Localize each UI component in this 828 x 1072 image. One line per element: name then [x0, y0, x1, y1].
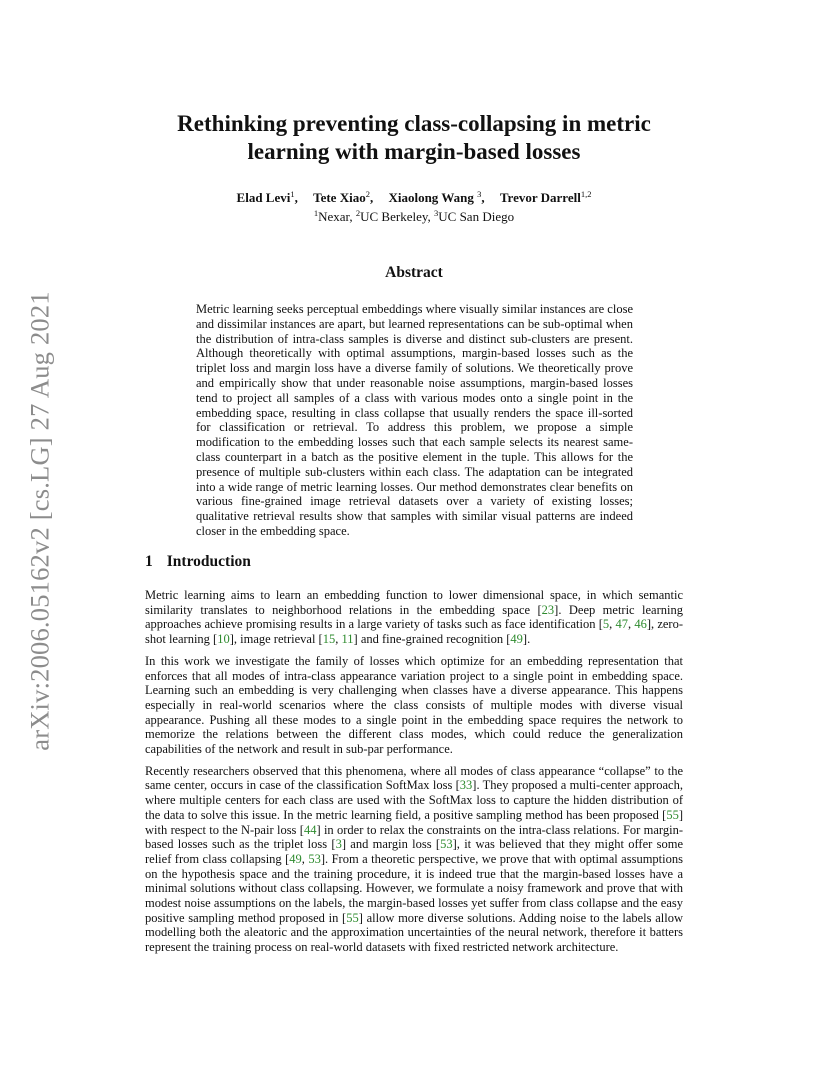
- citation-link[interactable]: 11: [341, 632, 354, 647]
- author-name: Trevor Darrell: [499, 190, 581, 205]
- abstract-body: [196, 302, 633, 539]
- author: [388, 190, 484, 205]
- paper-title: [140, 110, 688, 166]
- citation-link[interactable]: 55: [666, 807, 679, 822]
- text-run: ] and margin loss [: [341, 837, 441, 852]
- text-run: ], it was believed that they might offer some relief from class collapsing [: [145, 837, 683, 866]
- section-title: Introduction: [166, 553, 251, 570]
- citation-link[interactable]: 49: [510, 632, 523, 647]
- citation-link[interactable]: 33: [459, 778, 473, 793]
- intro-paragraph: [145, 588, 683, 647]
- citation-link[interactable]: 5: [602, 617, 610, 632]
- affiliation-sup: 3: [434, 208, 439, 218]
- author-name: Tete Xiao: [313, 190, 366, 205]
- text-run: Metric learning aims to learn an embedding function to lower dimensional space, in which semantic similarity translates to neighborhood relations in the embedding space [: [145, 588, 683, 617]
- citation-link[interactable]: 10: [217, 632, 230, 647]
- citation-link[interactable]: 15: [322, 632, 336, 647]
- author: [237, 190, 298, 205]
- citation-link[interactable]: 53: [440, 837, 453, 852]
- author-list: [140, 190, 688, 206]
- citation-link[interactable]: 23: [541, 602, 555, 617]
- citation-link[interactable]: 55: [346, 910, 359, 925]
- affiliation-name: UC San Diego: [438, 209, 515, 224]
- text-run: ] and fine-grained recognition [: [353, 632, 511, 647]
- text-run: Recently researchers observed that this phenomena, where all modes of class appearance “collapse” to the same center, occurs in case of the classification SoftMax loss [: [145, 763, 683, 793]
- author-sup: 1,2: [580, 189, 592, 199]
- arxiv-identifier: arXiv:2006.05162v2 [cs.LG] 27 Aug 2021: [24, 290, 55, 751]
- section-heading-introduction: [145, 552, 251, 572]
- affiliation-sup: 1: [313, 208, 319, 218]
- text-run: ] with respect to the N-pair loss [: [145, 807, 683, 837]
- affiliation-name: UC Berkeley,: [360, 209, 435, 224]
- author: [500, 190, 592, 205]
- author-name: Xiaolong Wang: [388, 190, 478, 205]
- text-run: ,: [301, 851, 309, 866]
- text-run: ] in order to relax the constraints on the intra-class relations. For margin-based losses such as the triplet loss [: [145, 822, 683, 852]
- abstract-text: Metric learning seeks perceptual embeddings where visually similar instances are close and dissimilar instances are apart, but learned representations can be sub-optimal when the distribution of intra-class samples is diverse and distinct sub-clusters are present. Although theoretically with optimal assumptions, margin-based losses such as the triplet loss and margin loss have a diverse family of solutions. We theoretically prove and empirically show that under reasonable noise assumptions, margin-based losses tend to project all samples of a class with various modes onto a single point in the embedding space, resulting in class collapse that usually renders the space ill-sorted for classification or retrieval. To address this problem, we propose a simple modification to the embedding losses such that each sample selects its nearest same-class counterpart in a batch as the positive element in the tuple. This allows for the presence of multiple sub-clusters within each class. The adaptation can be integrated into a wide range of metric learning losses. Our method demonstrates clear benefits on various fine-grained image retrieval datasets over a variety of existing losses; qualitative retrieval results show that samples with similar visual patterns are indeed closer in the embedding space.: [196, 302, 633, 538]
- text-run: ]. They proposed a multi-center approach, where multiple centers for each class are used with the SoftMax loss to capture the hidden distribution of the data to solve this issue. In the metric learning field, a positive sampling method has been proposed [: [145, 778, 683, 822]
- author-separator: ,: [294, 190, 298, 205]
- author-name: Elad Levi: [236, 190, 291, 205]
- author-separator: ,: [369, 190, 374, 205]
- affiliation-name: Nexar,: [318, 209, 356, 224]
- text-run: ]. From a theoretic perspective, we prove that with optimal assumptions on the hypothesis space and the training procedure, it is indeed true that the margin-based losses have a minimal solutions without class collapsing. However, we formulate a noisy framework and prove that with modest noise assumptions on the labels, the margin-based losses yet suffer from class collapse and the easy positive sampling method proposed in [: [145, 851, 683, 925]
- citation-link[interactable]: 3: [335, 837, 342, 852]
- citation-link[interactable]: 46: [634, 617, 647, 632]
- introduction-body: [145, 588, 683, 962]
- author-sup: 2: [365, 189, 370, 199]
- text-run: ]. Deep metric learning approaches achieve promising results in a large variety of tasks such as face identification [: [145, 602, 683, 632]
- author-sup: 1: [290, 189, 295, 199]
- author-separator: ,: [481, 190, 485, 205]
- citation-link[interactable]: 47: [615, 617, 628, 632]
- text-run: ], zero-shot learning [: [145, 617, 683, 647]
- affiliation-sup: 2: [355, 208, 361, 218]
- title-line-2: learning with margin-based losses: [247, 139, 581, 164]
- title-line-1: Rethinking preventing class-collapsing in metric: [177, 111, 651, 136]
- citation-link[interactable]: 44: [303, 822, 317, 837]
- text-run: ,: [609, 617, 616, 632]
- author: [313, 190, 373, 205]
- text-run: ,: [627, 617, 635, 632]
- citation-link[interactable]: 53: [308, 851, 321, 866]
- affiliation-list: [140, 209, 688, 225]
- text-run: ].: [522, 632, 531, 647]
- intro-paragraph: [145, 654, 683, 757]
- text-run: ,: [335, 632, 342, 647]
- citation-link[interactable]: 49: [289, 851, 302, 866]
- arxiv-sidebar: [24, 283, 56, 758]
- text-run: ], image retrieval [: [229, 632, 323, 647]
- text-run: In this work we investigate the family of losses which optimize for an embedding representation that enforces that all modes of intra-class appearance variation project to a single point in embedding space. Learning such an embedding is very challenging when classes have a diverse appearance. This happens especially in real-world scenarios where the class consists of multiple modes with diverse visual appearance. Pushing all these modes to a single point in the embedding space requires the network to memorize the relations between the different class modes, which could reduce the generalization capabilities of the network and result in sub-par performance.: [145, 653, 683, 757]
- intro-paragraph: [145, 764, 683, 955]
- abstract-heading: Abstract: [385, 264, 443, 281]
- section-number: 1: [145, 553, 153, 570]
- text-run: ] allow more diverse solutions. Adding noise to the labels allow modelling both the aleatoric and the approximation uncertainties of the neural network, therefore it batters represent the training process on real-world datasets with fixed restricted network architecture.: [145, 910, 683, 955]
- author-sup: 3: [477, 189, 482, 199]
